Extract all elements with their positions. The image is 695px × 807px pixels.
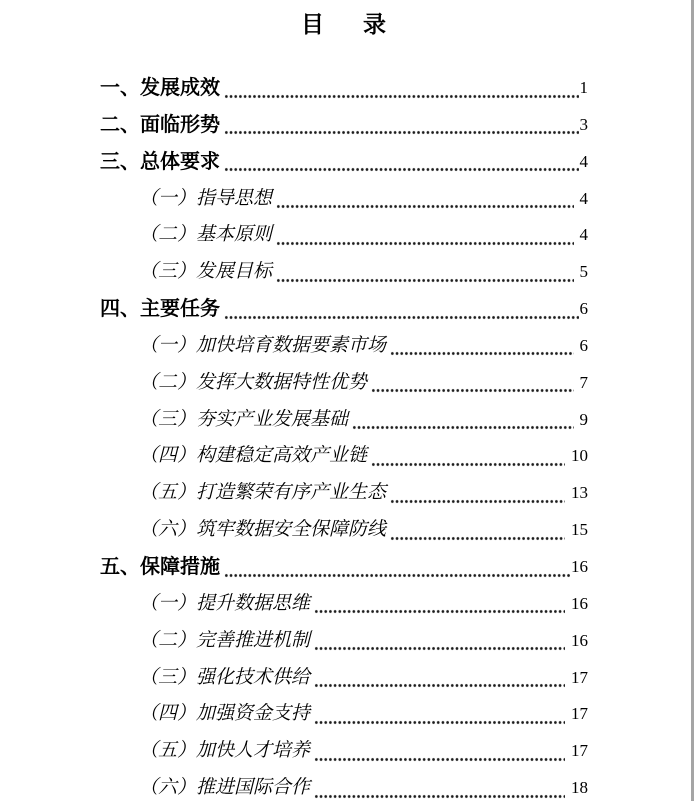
- toc-entry-label: （三）夯实产业发展基础: [139, 408, 349, 430]
- toc-entry-page-number: 17: [571, 667, 588, 687]
- toc-entry-8[interactable]: [0, 328, 695, 365]
- toc-entry-label: （一）指导思想: [139, 187, 273, 209]
- toc-entry-page-number: 6: [579, 299, 588, 319]
- toc-entry-page-number: 13: [571, 483, 588, 503]
- toc-entry-6[interactable]: [0, 254, 695, 291]
- toc-entry-page-number: 4: [579, 225, 588, 245]
- toc-entry-label: （一）提升数据思维: [139, 592, 311, 614]
- toc-entry-13[interactable]: [0, 512, 695, 549]
- toc-entry-page-number: 16: [571, 630, 588, 650]
- table-of-contents: [0, 70, 695, 807]
- dot-leader: [314, 586, 565, 623]
- dot-leader: [224, 549, 570, 586]
- dot-leader: [276, 181, 573, 218]
- page-title: 目 录: [301, 11, 394, 37]
- toc-entry-label: （二）发挥大数据特性优势: [139, 371, 368, 393]
- toc-entry-label: 二、面临形势: [100, 113, 220, 136]
- toc-entry-page-number: 1: [579, 78, 588, 97]
- dot-leader: [390, 512, 565, 549]
- toc-entry-page-number: 10: [571, 446, 588, 466]
- toc-entry-page-number: 3: [579, 114, 588, 134]
- toc-entry-2[interactable]: [0, 107, 695, 144]
- dot-leader: [352, 402, 573, 439]
- dot-leader: [314, 623, 565, 660]
- dot-leader: [390, 475, 565, 512]
- toc-entry-19[interactable]: [0, 733, 695, 770]
- toc-entry-label: （二）完善推进机制: [139, 629, 311, 651]
- toc-entry-page-number: 16: [571, 556, 588, 576]
- toc-entry-page-number: 15: [571, 520, 588, 540]
- toc-entry-page-number: 17: [571, 741, 588, 761]
- dot-leader: [276, 254, 573, 291]
- dot-leader: [224, 291, 579, 328]
- toc-entry-label: 四、主要任务: [100, 298, 220, 321]
- toc-entry-page-number: 9: [579, 409, 588, 429]
- dot-leader: [371, 365, 573, 402]
- toc-entry-label: 五、保障措施: [100, 555, 220, 578]
- toc-entry-page-number: 16: [571, 593, 588, 613]
- toc-entry-label: （六）推进国际合作: [139, 777, 311, 799]
- toc-entry-1[interactable]: [0, 70, 695, 107]
- toc-entry-9[interactable]: [0, 365, 695, 402]
- toc-entry-label: （四）加强资金支持: [139, 703, 311, 725]
- toc-entry-5[interactable]: [0, 217, 695, 254]
- toc-entry-label: （五）加快人才培养: [139, 740, 311, 762]
- toc-entry-16[interactable]: [0, 623, 695, 660]
- toc-entry-20[interactable]: [0, 770, 695, 807]
- dot-leader: [224, 107, 579, 144]
- dot-leader: [314, 660, 565, 697]
- dot-leader: [390, 328, 573, 365]
- toc-entry-page-number: 7: [579, 372, 588, 392]
- toc-entry-14[interactable]: [0, 549, 695, 586]
- toc-entry-10[interactable]: [0, 402, 695, 439]
- toc-entry-12[interactable]: [0, 475, 695, 512]
- toc-entry-15[interactable]: [0, 586, 695, 623]
- toc-entry-4[interactable]: [0, 181, 695, 218]
- toc-entry-17[interactable]: [0, 660, 695, 697]
- toc-entry-label: （四）构建稳定高效产业链: [139, 445, 368, 467]
- toc-entry-page-number: 6: [579, 335, 588, 355]
- toc-entry-label: （三）强化技术供给: [139, 666, 311, 688]
- dot-leader: [224, 70, 579, 107]
- toc-entry-page-number: 5: [579, 262, 588, 282]
- dot-leader: [314, 770, 565, 807]
- toc-entry-label: 三、总体要求: [100, 150, 220, 173]
- toc-entry-page-number: 18: [571, 778, 588, 798]
- toc-entry-label: （二）基本原则: [139, 224, 273, 246]
- dot-leader: [224, 144, 579, 181]
- page-edge-line: [691, 0, 694, 801]
- toc-entry-label: （三）发展目标: [139, 261, 273, 283]
- toc-entry-label: （六）筑牢数据安全保障防线: [139, 519, 387, 541]
- toc-entry-page-number: 4: [579, 151, 588, 171]
- toc-entry-page-number: 17: [571, 704, 588, 724]
- toc-entry-label: 一、发展成效: [100, 77, 220, 99]
- toc-entry-11[interactable]: [0, 438, 695, 475]
- toc-entry-7[interactable]: [0, 291, 695, 328]
- dot-leader: [314, 733, 565, 770]
- toc-entry-label: （五）打造繁荣有序产业生态: [139, 482, 387, 504]
- dot-leader: [276, 217, 573, 254]
- toc-entry-3[interactable]: [0, 144, 695, 181]
- toc-entry-label: （一）加快培育数据要素市场: [139, 334, 387, 356]
- dot-leader: [314, 696, 565, 733]
- dot-leader: [371, 438, 565, 475]
- toc-entry-18[interactable]: [0, 696, 695, 733]
- toc-entry-page-number: 4: [579, 188, 588, 208]
